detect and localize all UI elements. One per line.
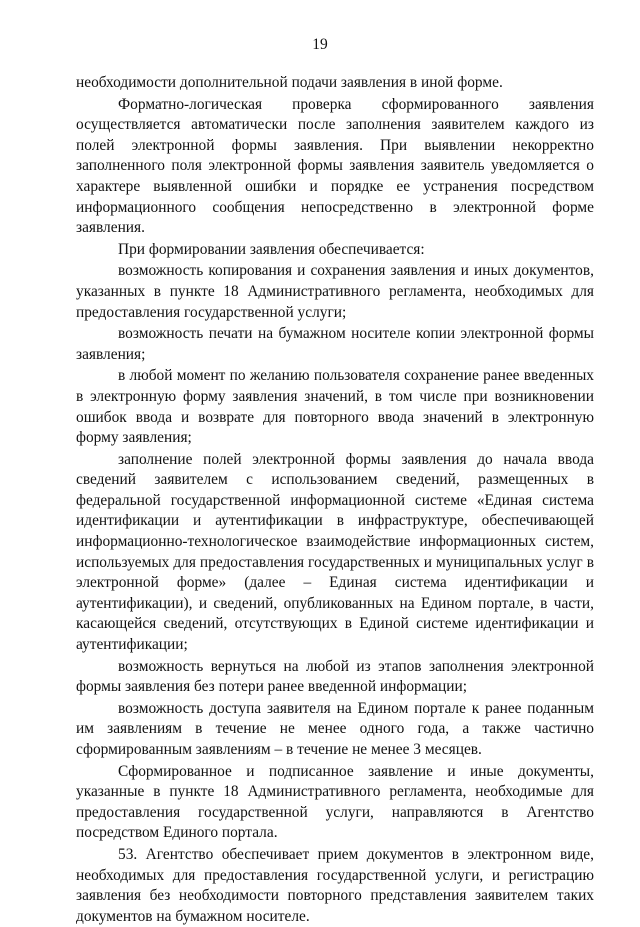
paragraph-2: Форматно-логическая проверка сформированного заявления осуществляется автоматически после заполнения заявителем каждого из полей электронной формы заявления. При выявлении некорректно заполненного поля электронной формы заявления заявитель уведомляется о характере выявленной ошибки и порядке ее устранения посредством информационного сообщения непосредственно в электронной форме заявления. (76, 95, 594, 237)
paragraph-8: возможность вернуться на любой из этапов заполнения электронной формы заявления без потери ранее введенной информации; (76, 657, 594, 696)
page-number: 19 (312, 36, 328, 53)
paragraph-5: возможность печати на бумажном носителе копии электронной формы заявления; (76, 325, 594, 363)
paragraph-9: возможность доступа заявителя на Едином портале к ранее поданным им заявлениям в течение не менее одного года, а также частично сформированным заявлениям – в течение не менее 3 месяцев. (76, 699, 594, 758)
paragraph-4: возможность копирования и сохранения заявления и иных документов, указанных в пункте 18 Административного регламента, необходимых для предоставления государственной услуги; (76, 262, 594, 321)
document-body (76, 73, 594, 927)
paragraph-11: 53. Агентство обеспечивает прием документов в электронном виде, необходимых для предоставления государственной услуги, и регистрацию заявления без необходимости повторного представления заявителем таких документов на бумажном носителе. (76, 845, 594, 925)
paragraph-3: При формировании заявления обеспечивается: (118, 240, 425, 258)
paragraph-6: в любой момент по желанию пользователя сохранение ранее введенных в электронную форму заявления значений, в том числе при возникновении ошибок ввода и возврате для повторного ввода значений в электронную форму заявления; (76, 367, 594, 447)
paragraph-1: необходимости дополнительной подачи заявления в иной форме. (76, 74, 503, 91)
paragraph-10: Сформированное и подписанное заявление и иные документы, указанные в пункте 18 Административного регламента, необходимые для предоставления государственной услуги, направляются в Агентство посредством Единого портала. (76, 762, 594, 842)
paragraph-7: заполнение полей электронной формы заявления до начала ввода сведений заявителем с использованием сведений, размещенных в федеральной государственной информационной системе «Единая система идентификации и аутентификации в инфраструктуре, обеспечивающей информационно-технологическое взаимодействие информационных систем, используемых для предоставления государственных и муниципальных услуг в электронной форме» (далее – Единая система идентификации и аутентификации), и сведений, опубликованных на Едином портале, в части, касающейся сведений, отсутствующих в Единой системе идентификации и аутентификации; (76, 450, 594, 654)
